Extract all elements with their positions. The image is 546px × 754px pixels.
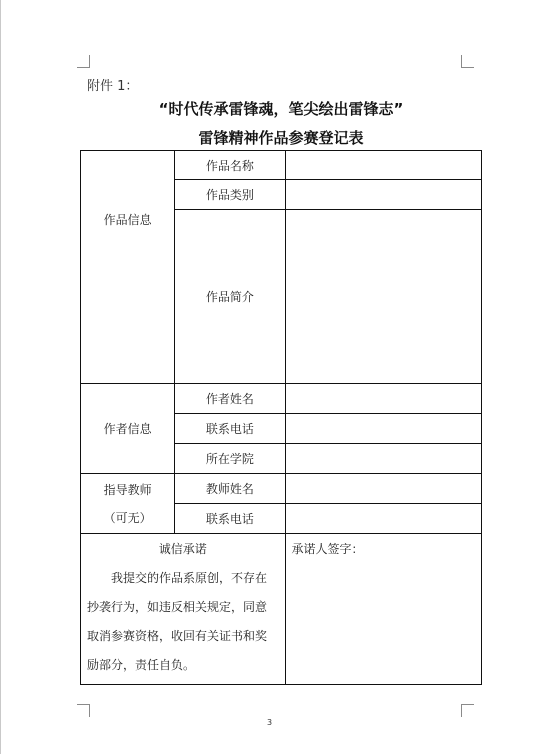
teacher-group-label xyxy=(81,474,175,534)
work-name-label: 作品名称 xyxy=(175,151,285,180)
pledge-title: 诚信承诺 xyxy=(158,542,207,556)
work-category-field[interactable] xyxy=(285,180,482,210)
work-info-group-label: 作品信息 xyxy=(81,151,175,384)
table-row xyxy=(81,534,482,685)
teacher-group-title: 指导教师 xyxy=(103,482,152,497)
table-row xyxy=(81,151,482,180)
work-summary-label: 作品简介 xyxy=(175,210,285,384)
author-phone-label: 联系电话 xyxy=(175,414,285,444)
signature-label: 承诺人签字： xyxy=(291,542,364,556)
work-name-field[interactable] xyxy=(285,151,482,180)
document-subtitle: 雷锋精神作品参赛登记表 xyxy=(198,129,364,147)
teacher-phone-field[interactable] xyxy=(285,504,482,534)
table-row xyxy=(81,384,482,414)
pledge-text: 我提交的作品系原创，不存在抄袭行为，如违反相关规定，同意取消参赛资格，收回有关证书和奖励部分，责任自负。 xyxy=(87,571,268,672)
author-name-label: 作者姓名 xyxy=(175,384,285,414)
work-summary-field[interactable] xyxy=(285,210,482,384)
page-number: 3 xyxy=(267,718,273,727)
crop-mark-top-right xyxy=(461,55,474,68)
teacher-phone-label: 联系电话 xyxy=(175,504,285,534)
work-category-label: 作品类别 xyxy=(175,180,285,210)
author-school-label: 所在学院 xyxy=(175,444,285,474)
table-row xyxy=(81,474,482,504)
integrity-pledge-cell xyxy=(81,534,286,685)
teacher-name-field[interactable] xyxy=(285,474,482,504)
crop-mark-top-left xyxy=(77,55,90,68)
document-title: “时代传承雷锋魂，笔尖绘出雷锋志” xyxy=(158,100,404,118)
author-name-field[interactable] xyxy=(285,384,482,414)
crop-mark-bottom-right xyxy=(461,704,474,717)
author-phone-field[interactable] xyxy=(285,414,482,444)
signature-cell[interactable] xyxy=(285,534,482,685)
teacher-name-label: 教师姓名 xyxy=(175,474,285,504)
teacher-group-optional-note: （可无） xyxy=(103,510,152,525)
author-info-group-label: 作者信息 xyxy=(81,384,175,474)
author-school-field[interactable] xyxy=(285,444,482,474)
crop-mark-bottom-left xyxy=(77,704,90,717)
registration-form-table xyxy=(80,150,482,685)
attachment-label: 附件 1： xyxy=(87,79,139,94)
